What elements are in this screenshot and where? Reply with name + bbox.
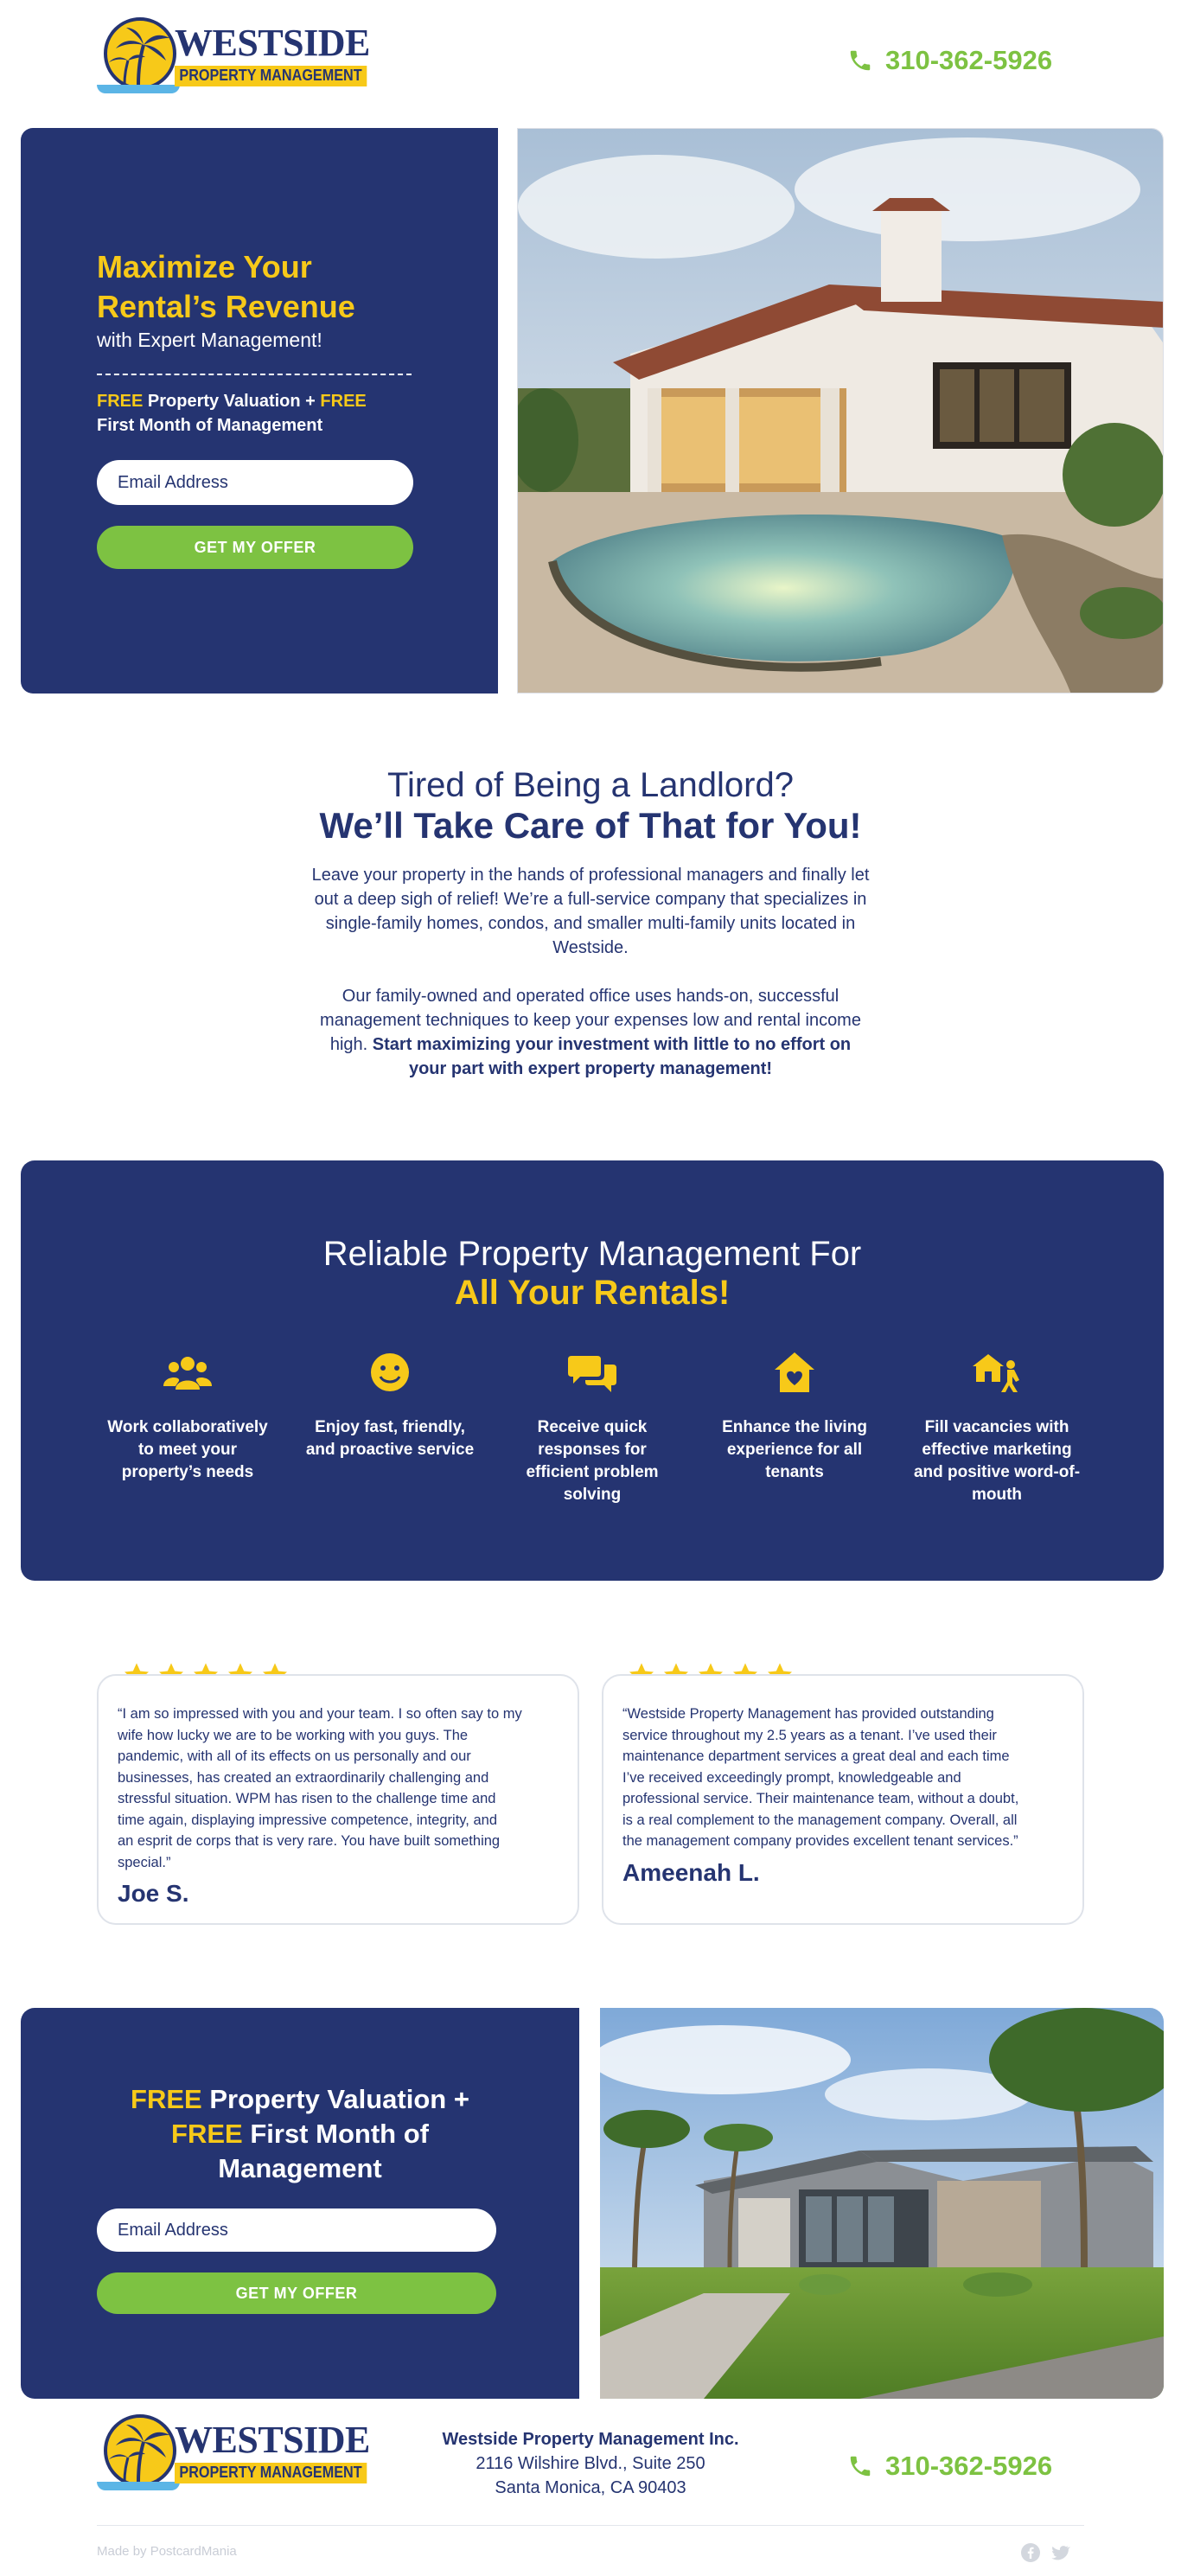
feature-text-line: solving (563, 1486, 622, 1504)
testimonial-card-1 (97, 1674, 579, 1925)
header-logo[interactable] (97, 14, 388, 97)
hero-offer-part2: First Month of Management (97, 416, 323, 435)
smile-icon (366, 1351, 414, 1394)
logo-subtitle: PROPERTY MANAGEMENT (175, 2463, 367, 2483)
chat-icon (568, 1351, 616, 1394)
reliable-title-line1: Reliable Property Management For (322, 1235, 862, 1273)
feature-text-line: to meet your (137, 1441, 238, 1459)
feature-text-line: Fill vacancies with (924, 1418, 1069, 1436)
logo-title: WESTSIDE (175, 22, 370, 65)
feature-text-line: and positive word-of- (913, 1463, 1081, 1481)
hero-villa-pool-image (517, 128, 1164, 694)
footer-divider (97, 2525, 1084, 2526)
intro-para2-line: Our family-owned and operated office uses hands-on, successful (342, 987, 839, 1006)
feature-text-line: Enjoy fast, friendly, (315, 1418, 465, 1436)
feature-living (699, 1351, 891, 1484)
hero-email-input[interactable]: Email Address (97, 460, 413, 505)
offer2-get-offer-button[interactable]: GET MY OFFER (97, 2272, 496, 2314)
intro-para2-bold: Start maximizing your investment with little to no effort on (372, 1035, 852, 1054)
quote-line: businesses, has created an extraordinarily challenging and (118, 1769, 489, 1786)
quote-line: service throughout my 2.5 years as a tenant. I’ve used their (622, 1727, 997, 1743)
feature-text-line: Enhance the living (722, 1418, 867, 1436)
footer-phone-link[interactable] (847, 2451, 1052, 2482)
header-phone-link[interactable] (847, 45, 1052, 76)
hero-get-offer-button[interactable]: GET MY OFFER (97, 526, 413, 569)
facebook-icon[interactable] (1020, 2542, 1041, 2563)
quote-line: is a real complement to the management company. Overall, all (622, 1812, 1018, 1828)
footer-phone-number: 310-362-5926 (885, 2451, 1053, 2481)
footer-logo[interactable] (97, 2411, 388, 2494)
footer-address-block (383, 2430, 798, 2500)
feature-text-line: property’s needs (121, 1463, 254, 1481)
offer2-email-input[interactable]: Email Address (97, 2208, 496, 2252)
quote-line: time again, displaying impressive competence, integrity, and (118, 1812, 497, 1828)
quote-line: wife how lucky we are to be working with you guys. The (118, 1727, 469, 1743)
quote-line: “I am so impressed with you and your team. I so often say to my (118, 1706, 522, 1722)
feature-text-line: Receive quick (537, 1418, 648, 1436)
quote-line: an esprit de corps that is very rare. You have built something (118, 1833, 501, 1849)
hero-divider (97, 374, 412, 375)
hero-offer (97, 389, 477, 438)
feature-vacancies (901, 1351, 1093, 1506)
intro-paragraph-2 (245, 984, 936, 1081)
logo-subtitle: PROPERTY MANAGEMENT (175, 66, 367, 86)
testimonial-1-quote (118, 1703, 567, 1873)
users-icon (163, 1351, 212, 1394)
quote-line: maintenance department services a great deal and each time (622, 1748, 1010, 1764)
feature-text-line: mouth (971, 1486, 1023, 1504)
feature-text-line: responses for (538, 1441, 647, 1459)
hero-content (97, 247, 477, 438)
phone-icon (847, 2453, 873, 2479)
feature-text-line: tenants (765, 1463, 824, 1481)
modern-house-image (600, 2008, 1164, 2399)
offer2-heading (21, 2082, 579, 2186)
quote-line: I’ve received exceedingly prompt, knowledgeable and (622, 1769, 961, 1786)
quote-line: special.” (118, 1854, 171, 1870)
hero-subtitle: with Expert Management! (97, 329, 322, 351)
palm-sun-logo-icon (97, 14, 180, 97)
reliable-heading (21, 1235, 1164, 1313)
offer2-line2: First Month of (242, 2119, 429, 2149)
hero-offer-free2: FREE (320, 392, 367, 411)
footer-social (1020, 2542, 1070, 2563)
twitter-icon[interactable] (1050, 2542, 1070, 2563)
header-phone-number: 310-362-5926 (885, 45, 1053, 75)
intro-heading (0, 766, 1181, 847)
feature-text-line: efficient problem (526, 1463, 659, 1481)
home-heart-icon (770, 1351, 819, 1394)
quote-line: professional service. Their maintenance team, without a doubt, (622, 1791, 1019, 1806)
made-by-link[interactable]: Made by PostcardMania (97, 2544, 237, 2559)
moving-house-icon (973, 1351, 1021, 1394)
phone-icon (847, 48, 873, 74)
logo-title: WESTSIDE (175, 2419, 370, 2462)
offer2-free1: FREE (131, 2084, 202, 2114)
offer2-panel (21, 2008, 579, 2399)
intro-para1-line: Westside. (552, 938, 629, 957)
hero-offer-free1: FREE (97, 392, 144, 411)
footer-company-name: Westside Property Management Inc. (442, 2430, 739, 2449)
testimonial-1-author: Joe S. (118, 1880, 189, 1907)
intro-paragraph-1 (245, 863, 936, 960)
intro-para2-line: management techniques to keep your expenses low and rental income (320, 1011, 861, 1030)
feature-text-line: and proactive service (305, 1441, 475, 1459)
quote-line: stressful situation. WPM has risen to the challenge time and (118, 1791, 496, 1806)
testimonial-card-2 (602, 1674, 1084, 1925)
intro-title-line2: We’ll Take Care of That for You! (319, 805, 862, 846)
feature-responses (496, 1351, 688, 1506)
testimonial-2-quote (622, 1703, 1072, 1852)
offer2-free2: FREE (171, 2119, 243, 2149)
hero-title-line2: Rental’s Revenue (97, 289, 355, 324)
feature-collaborate (92, 1351, 284, 1484)
feature-text-line: effective marketing (922, 1441, 1072, 1459)
intro-para2-plain: high. (329, 1035, 373, 1054)
intro-title-line1: Tired of Being a Landlord? (387, 766, 794, 804)
intro-para1-line: Leave your property in the hands of professional managers and finally let (311, 866, 870, 885)
intro-para1-line: out a deep sigh of relief! We’re a full-service company that specializes in (314, 890, 867, 909)
footer-address-line2: Santa Monica, CA 90403 (495, 2478, 686, 2497)
reliable-title-line2: All Your Rentals! (454, 1274, 731, 1312)
feature-text-line: experience for all (726, 1441, 863, 1459)
offer2-line3: Management (218, 2153, 382, 2183)
hero-title-line1: Maximize Your (97, 249, 312, 284)
feature-service (294, 1351, 486, 1461)
testimonial-2-author: Ameenah L. (622, 1859, 760, 1886)
intro-para1-line: single-family homes, condos, and smaller multi-family units located in (325, 914, 856, 933)
feature-text-line: Work collaboratively (107, 1418, 268, 1436)
intro-para2-bold: your part with expert property management! (408, 1059, 773, 1078)
quote-line: “Westside Property Management has provided outstanding (622, 1706, 994, 1722)
hero-offer-part1: Property Valuation + (143, 392, 321, 411)
offer2-line1: Property Valuation + (201, 2084, 469, 2114)
footer-address-line1: 2116 Wilshire Blvd., Suite 250 (476, 2454, 705, 2473)
quote-line: pandemic, with all of its effects on us personally and our (118, 1748, 471, 1764)
palm-sun-logo-icon (97, 2411, 180, 2494)
quote-line: the management company provides excellent tenant services.” (622, 1833, 1018, 1849)
